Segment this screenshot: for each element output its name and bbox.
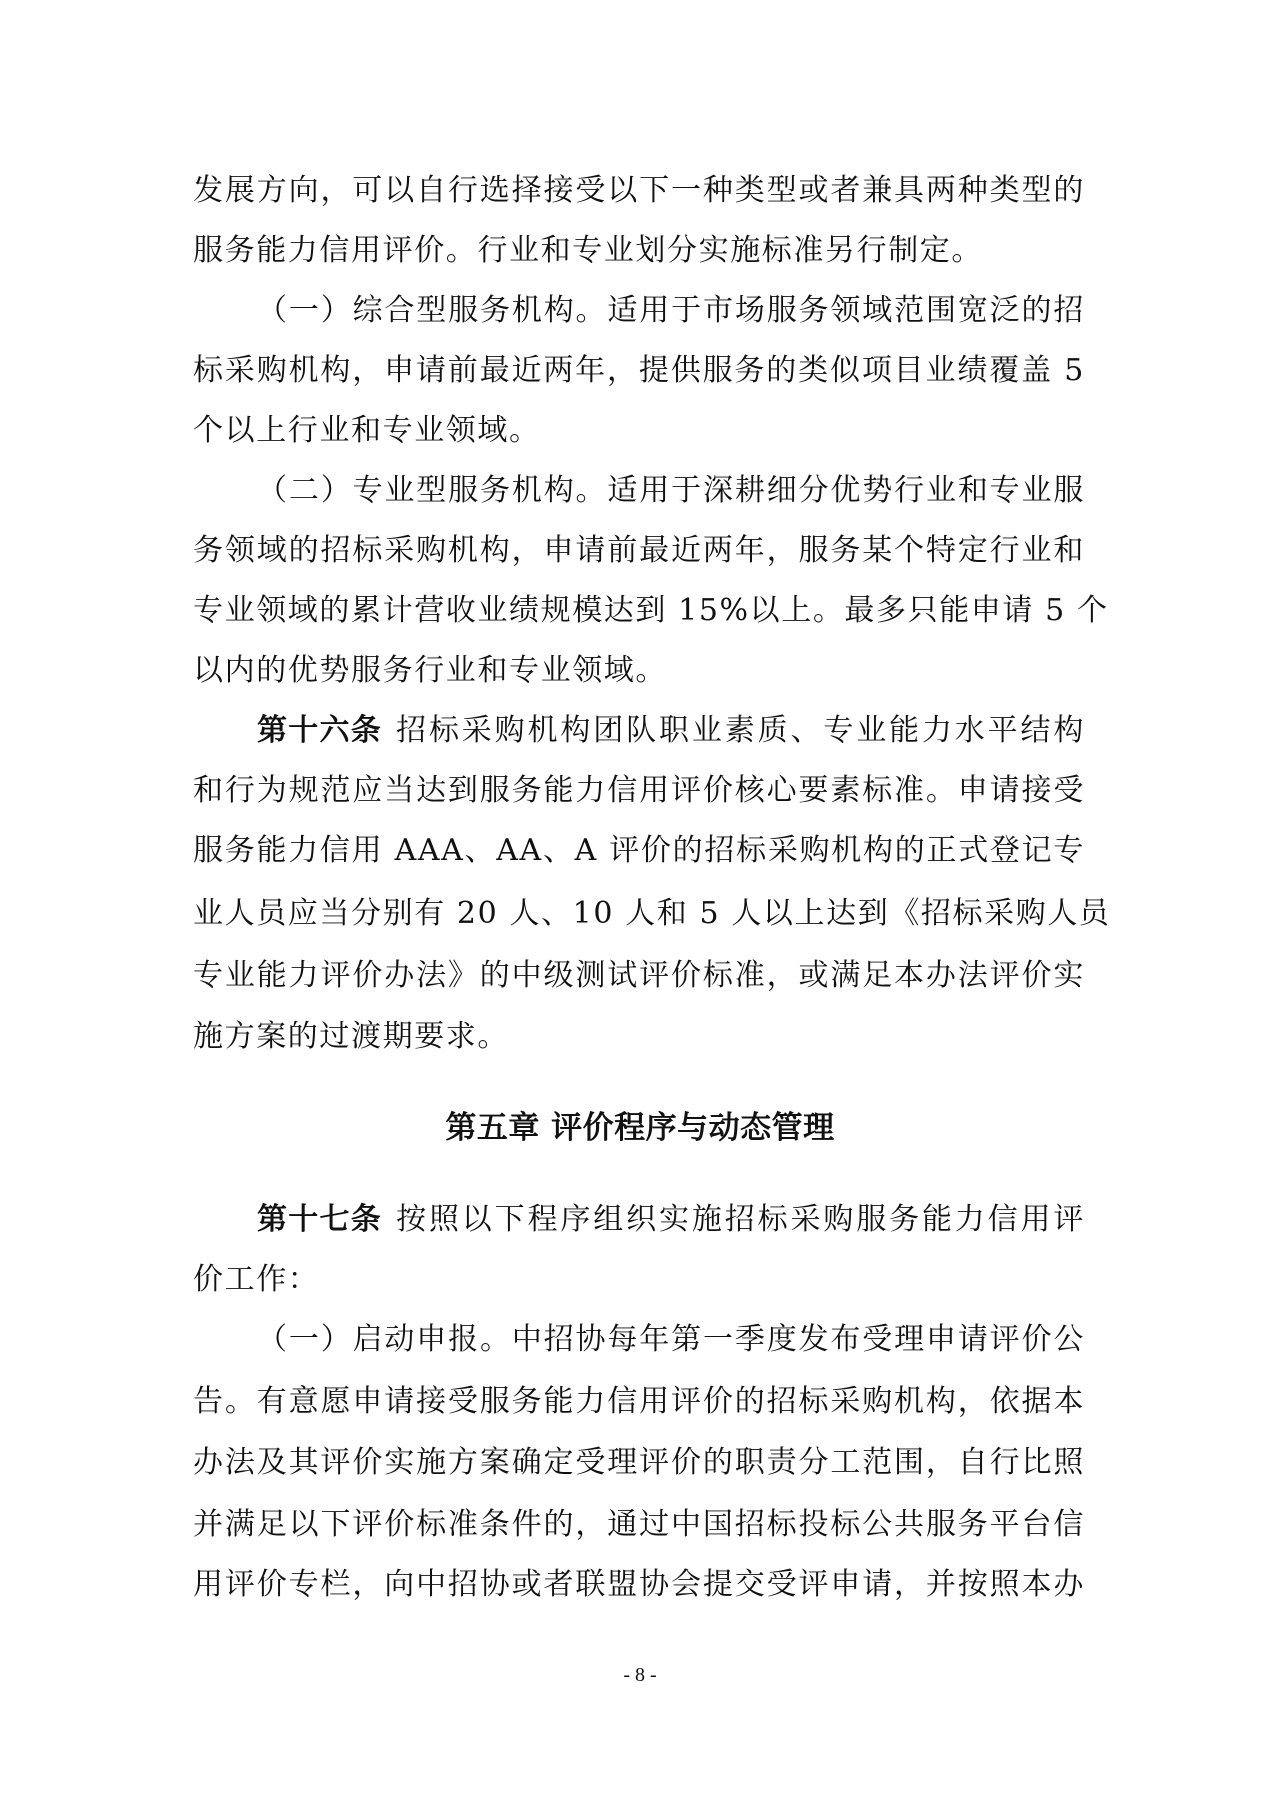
paragraph-start-application: （一）启动申报。中招协每年第一季度发布受理申请评价公: [257, 1322, 1085, 1357]
body-line: 专业能力评价办法》的中级测试评价标准，或满足本办法评价实: [193, 958, 1085, 993]
body-line: 价工作：: [193, 1262, 320, 1297]
body-line: 服务能力信用评价。行业和专业划分实施标准另行制定。: [193, 233, 983, 268]
body-line: 业人员应当分别有 20 人、10 人和 5 人以上达到《招标采购人员: [193, 896, 1111, 931]
article-17-label: 第十七条: [257, 1202, 383, 1237]
article-16: [257, 711, 1085, 751]
article-16-text: 招标采购机构团队职业素质、专业能力水平结构: [396, 713, 1086, 748]
page-number: - 8 -: [623, 1664, 657, 1686]
paragraph-comprehensive-type: （一）综合型服务机构。适用于市场服务领域范围宽泛的招: [257, 293, 1085, 328]
body-line: 告。有意愿申请接受服务能力信用评价的招标采购机构，依据本: [193, 1384, 1085, 1419]
body-line: 发展方向，可以自行选择接受以下一种类型或者兼具两种类型的: [193, 173, 1085, 208]
paragraph-specialized-type: （二）专业型服务机构。适用于深耕细分优势行业和专业服: [257, 473, 1085, 508]
body-line: 个以上行业和专业领域。: [193, 413, 541, 448]
article-16-label: 第十六条: [257, 713, 383, 748]
article-17: [257, 1200, 1085, 1240]
article-17-text: 按照以下程序组织实施招标采购服务能力信用评: [396, 1202, 1086, 1237]
body-line: 和行为规范应当达到服务能力信用评价核心要素标准。申请接受: [193, 773, 1085, 808]
body-line: 并满足以下评价标准条件的，通过中国招标投标公共服务平台信: [193, 1507, 1085, 1542]
body-line: 办法及其评价实施方案确定受理评价的职责分工范围，自行比照: [193, 1445, 1085, 1480]
body-line: 用评价专栏，向中招协或者联盟协会提交受评申请，并按照本办: [193, 1567, 1085, 1602]
body-line: 服务能力信用 AAA、AA、A 评价的招标采购机构的正式登记专: [193, 833, 1085, 868]
chapter-heading: 第五章 评价程序与动态管理: [445, 1110, 835, 1146]
body-line: 务领域的招标采购机构，申请前最近两年，服务某个特定行业和: [193, 533, 1085, 568]
body-line: 专业领域的累计营收业绩规模达到 15%以上。最多只能申请 5 个: [193, 593, 1109, 628]
body-line: 以内的优势服务行业和专业领域。: [193, 653, 667, 688]
body-line: 标采购机构，申请前最近两年，提供服务的类似项目业绩覆盖 5: [193, 353, 1085, 388]
body-line: 施方案的过渡期要求。: [193, 1019, 509, 1054]
